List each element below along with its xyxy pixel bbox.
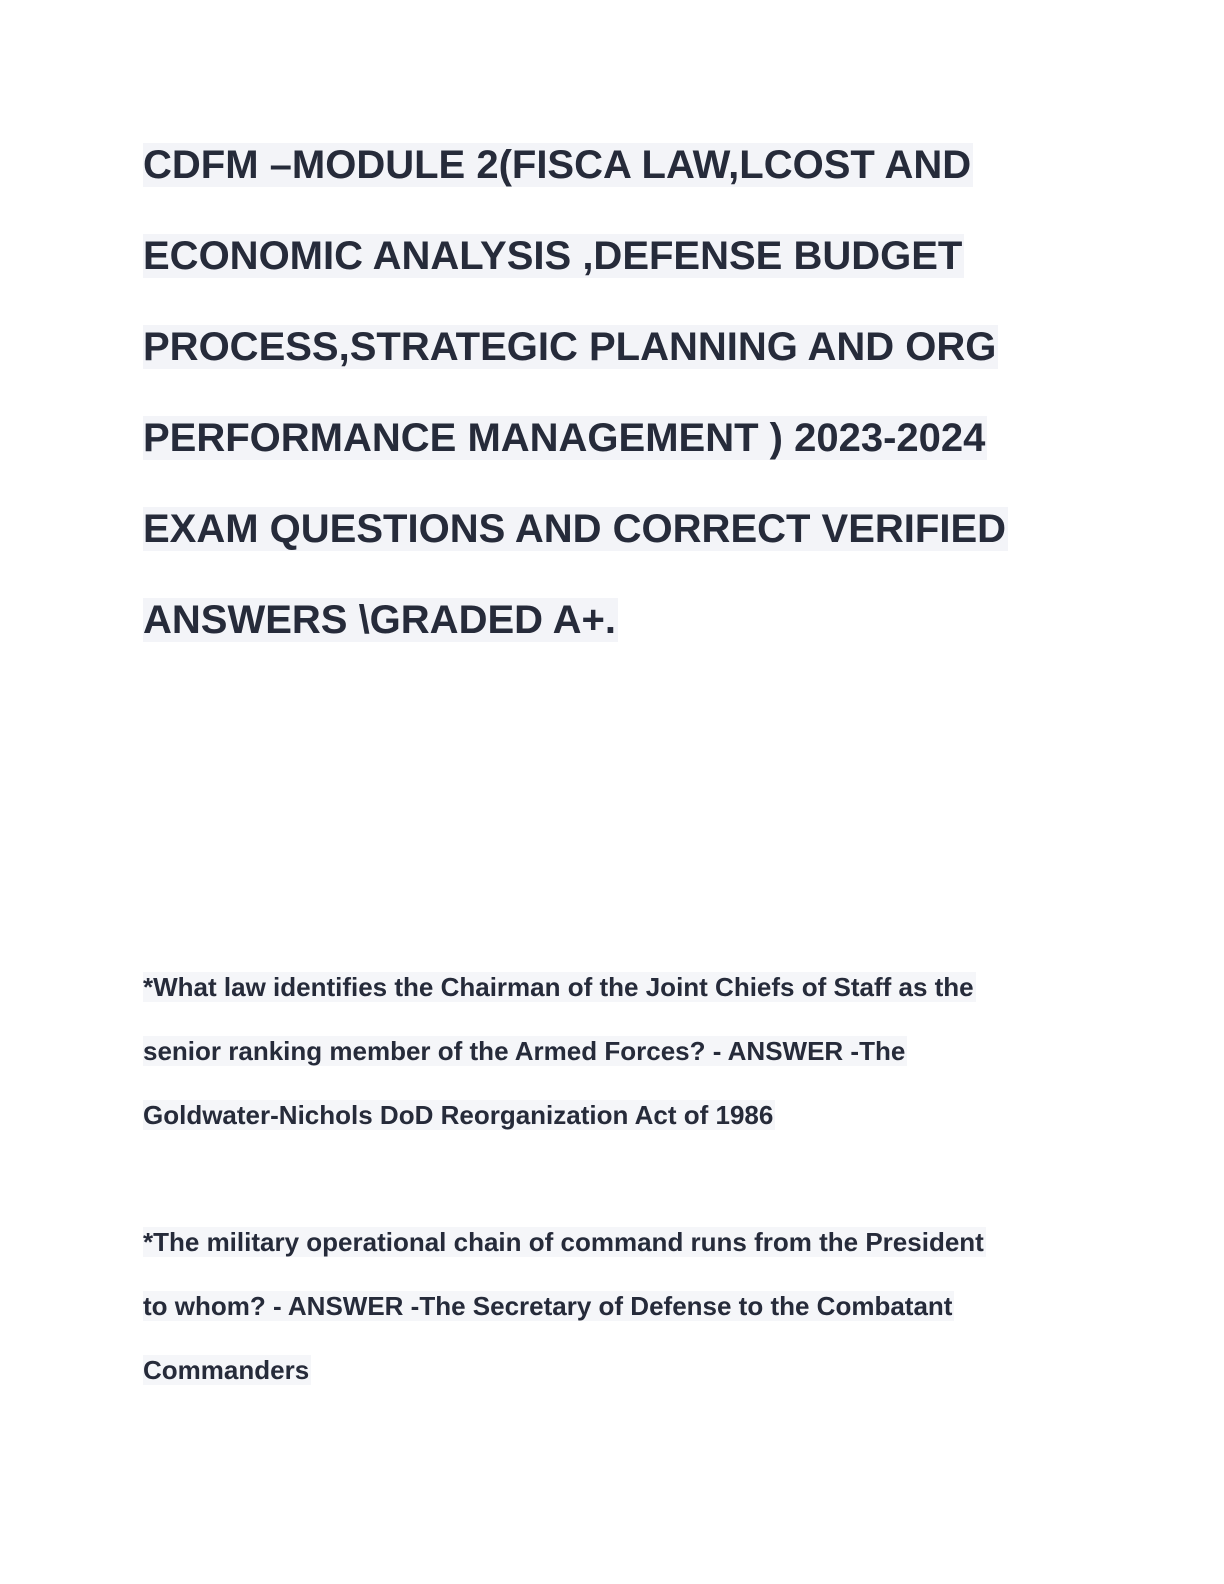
qa-question-line: *What law identifies the Chairman of the Joint Chiefs of Staff as the — [143, 972, 974, 1002]
title-line: PERFORMANCE MANAGEMENT ) 2023-2024 — [143, 416, 986, 460]
qa-question-line: senior ranking member of the Armed Forces? - ANSWER -The — [143, 1036, 906, 1066]
qa-answer-line: Commanders — [143, 1355, 310, 1385]
qa-question-line: to whom? - ANSWER -The Secretary of Defense to the Combatant — [143, 1291, 953, 1321]
title-line: EXAM QUESTIONS AND CORRECT VERIFIED — [143, 507, 1007, 551]
title-line: ECONOMIC ANALYSIS ,DEFENSE BUDGET — [143, 234, 963, 278]
title-line: ANSWERS \GRADED A+. — [143, 598, 617, 642]
title-line: CDFM –MODULE 2(FISCA LAW,LCOST AND — [143, 143, 972, 187]
title-line: PROCESS,STRATEGIC PLANNING AND ORG — [143, 325, 997, 369]
qa-question-line: *The military operational chain of command runs from the President — [143, 1227, 984, 1257]
qa-answer-line: Goldwater-Nichols DoD Reorganization Act of 1986 — [143, 1100, 774, 1130]
